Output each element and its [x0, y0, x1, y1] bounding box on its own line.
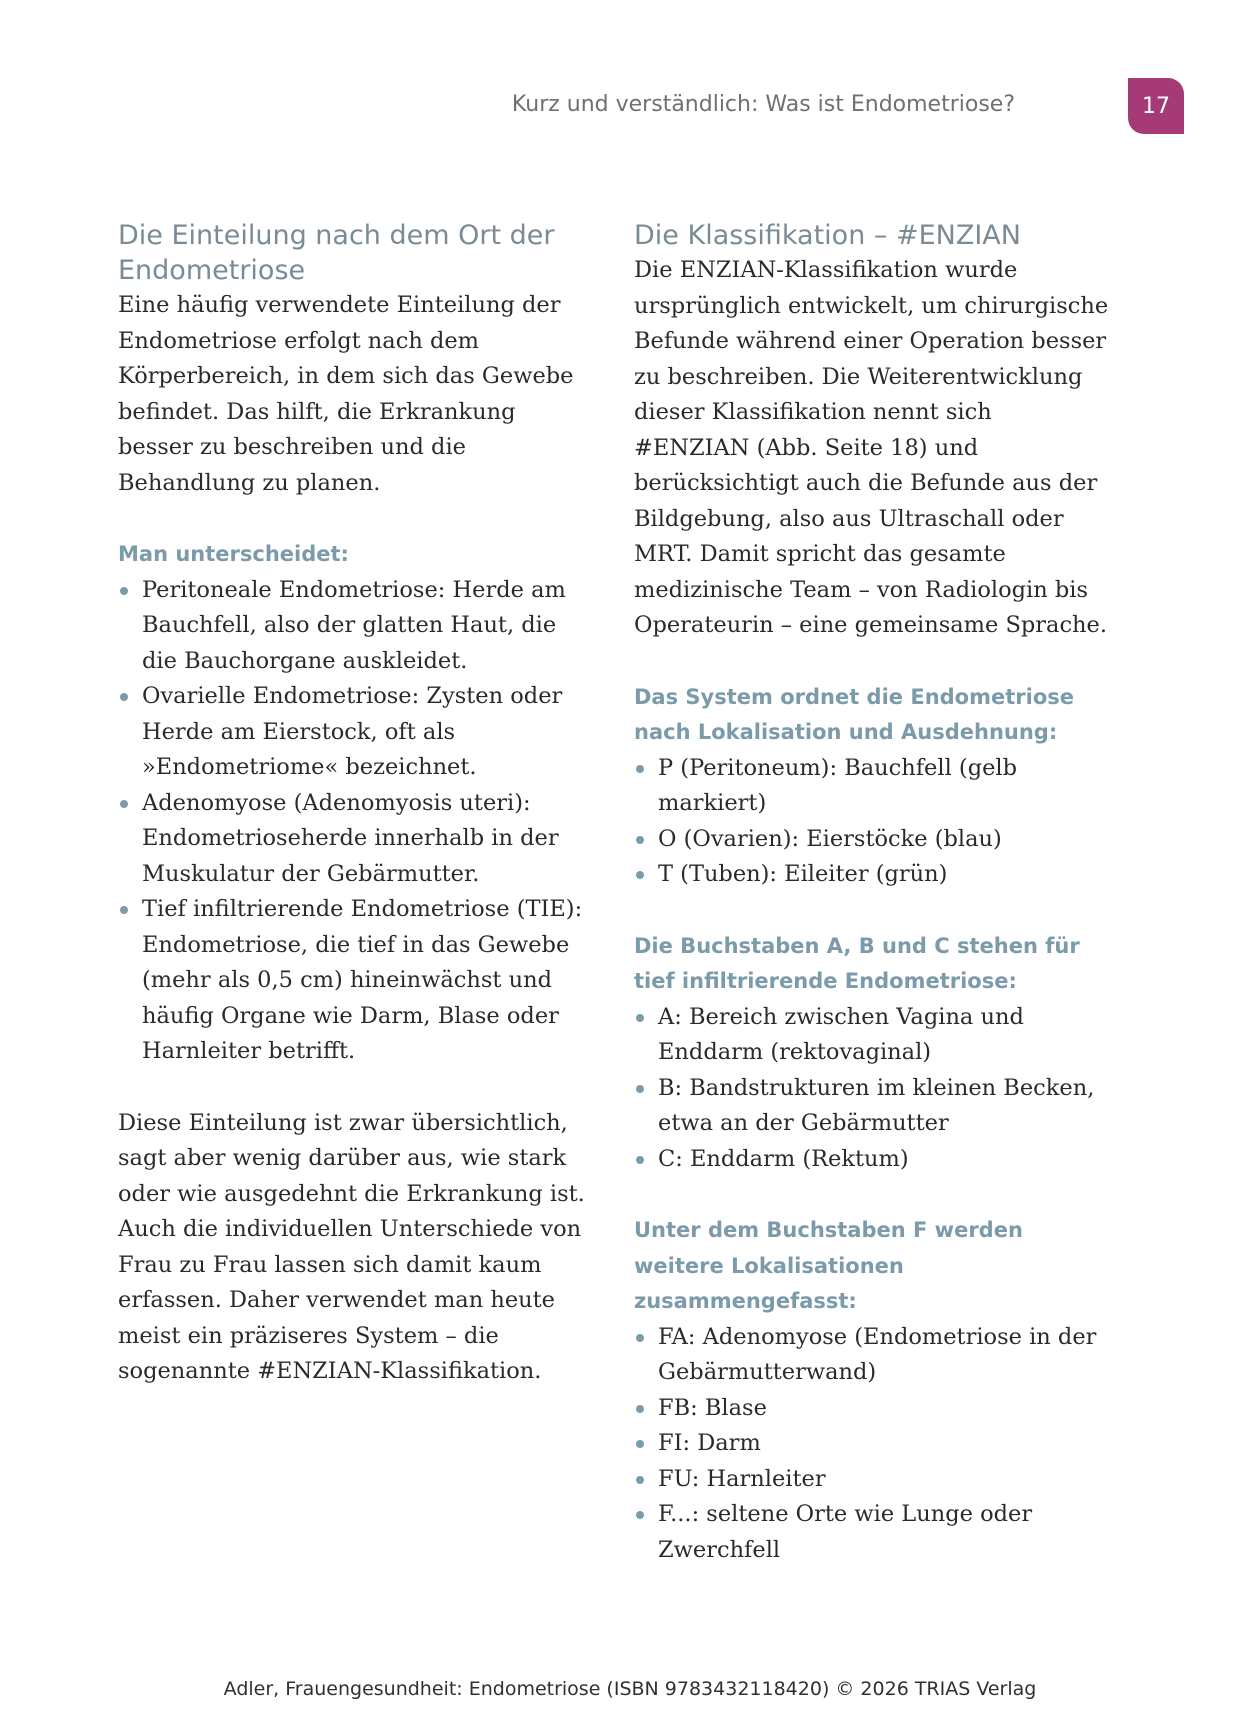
list-item: FI: Darm: [634, 1426, 1114, 1462]
running-head: Kurz und verständlich: Was ist Endometriose?: [511, 92, 1015, 117]
list-item: F...: seltene Orte wie Lunge oder Zwerchfell: [634, 1497, 1114, 1568]
list-item: FA: Adenomyose (Endometriose in der Gebärmutterwand): [634, 1320, 1114, 1391]
closing-paragraph: Diese Einteilung ist zwar übersichtlich, sagt aber wenig darüber aus, wie stark oder wie ausgedehnt die Erkrankung ist. Auch die individuellen Unterschiede von Frau zu Frau lassen sich damit kaum erfassen. Daher verwendet man heute meist ein präziseres System – die sogenannte #ENZIAN-Klassifikation.: [118, 1109, 585, 1384]
group-title-further-locations: Unter dem Buchstaben F werden weitere Lokalisationen zusammengefasst:: [634, 1218, 1023, 1313]
localisation-list: [634, 751, 1114, 893]
list-item: P (Peritoneum): Bauchfell (gelb markiert): [634, 751, 1114, 822]
list-item: Ovarielle Endometriose: Zysten oder Herde am Eierstock, oft als »Endometriome« bezeichnet.: [118, 679, 593, 786]
list-item: O (Ovarien): Eierstöcke (blau): [634, 822, 1114, 858]
deep-infiltrating-list: [634, 1000, 1114, 1178]
list-item: FB: Blase: [634, 1391, 1114, 1427]
list-title: Man unterscheidet:: [118, 542, 349, 566]
list-item: T (Tuben): Eileiter (grün): [634, 857, 1114, 893]
further-locations-list: [634, 1320, 1114, 1569]
left-column: [118, 218, 593, 1390]
list-item: Peritoneale Endometriose: Herde am Bauchfell, also der glatten Haut, die die Bauchorgane auskleidet.: [118, 573, 593, 680]
list-item: Tief infiltrierende Endometriose (TIE): Endometriose, die tief in das Gewebe (mehr als 0,5 cm) hineinwächst und häufig Organe wie Darm, Blase oder Harnleiter betrifft.: [118, 892, 593, 1070]
list-item: C: Enddarm (Rektum): [634, 1142, 1114, 1178]
enzian-intro-paragraph: Die ENZIAN-Klassifikation wurde ursprünglich entwickelt, um chirurgische Befunde während einer Operation besser zu beschreiben. Die Weiterentwicklung dieser Klassifikation nennt sich #ENZIAN (Abb. Seite 18) und berücksichtigt auch die Befunde aus der Bildgebung, also aus Ultraschall oder MRT. Damit spricht das gesamte medizinische Team – von Radiologin bis Operateurin – eine gemeinsame Sprache.: [634, 257, 1109, 638]
section-heading-location: Die Einteilung nach dem Ort der Endometriose: [118, 220, 555, 286]
section-heading-enzian: Die Klassifikation – #ENZIAN: [634, 220, 1021, 251]
group-title-localisation: Das System ordnet die Endometriose nach Lokalisation und Ausdehnung:: [634, 684, 1074, 744]
group-title-deep-infiltrating: Die Buchstaben A, B und C stehen für tief infiltrierende Endometriose:: [634, 933, 1080, 993]
list-item: B: Bandstrukturen im kleinen Becken, etwa an der Gebärmutter: [634, 1071, 1114, 1142]
list-item: A: Bereich zwischen Vagina und Enddarm (rektovaginal): [634, 1000, 1114, 1071]
right-column: [634, 218, 1114, 1568]
intro-paragraph: Eine häufig verwendete Einteilung der Endometriose erfolgt nach dem Körperbereich, in dem sich das Gewebe befindet. Das hilft, die Erkrankung besser zu beschreiben und die Behandlung zu planen.: [118, 292, 574, 496]
footer-citation: Adler, Frauengesundheit: Endometriose (ISBN 9783432118420) © 2026 TRIAS Verlag: [223, 1678, 1037, 1700]
list-item: FU: Harnleiter: [634, 1462, 1114, 1498]
type-list: [118, 573, 593, 1070]
list-item: Adenomyose (Adenomyosis uteri): Endometrioseherde innerhalb in der Muskulatur der Gebärmutter.: [118, 786, 593, 893]
page-number-badge: 17: [1128, 78, 1184, 134]
